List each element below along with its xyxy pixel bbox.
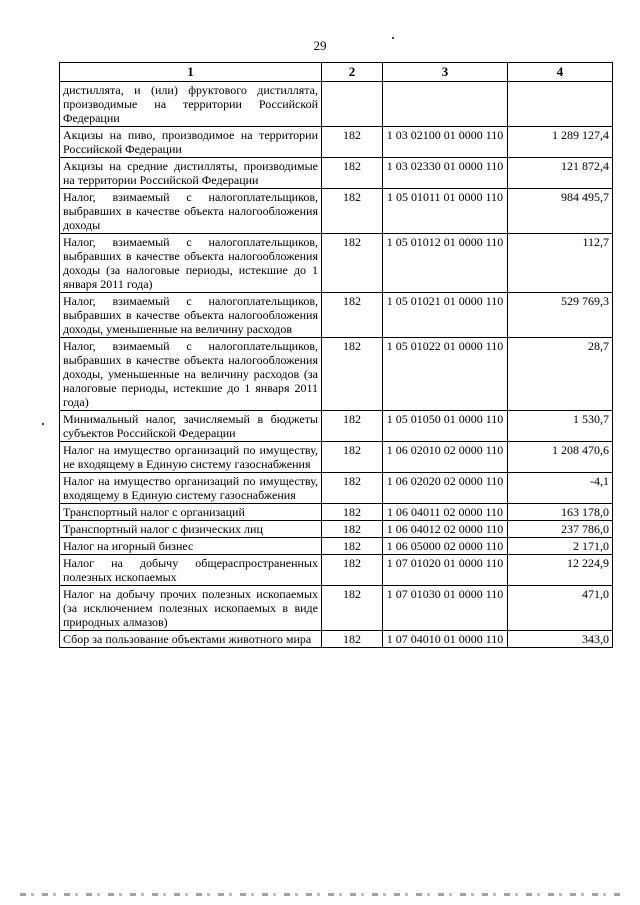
cell-admin: 182 [322, 473, 383, 504]
cell-name: Минимальный налог, зачисляемый в бюджеты субъектов Российской Федерации [60, 411, 322, 442]
cell-admin: 182 [322, 158, 383, 189]
cell-name: Налог, взимаемый с налогоплательщиков, выбравших в качестве объекта налогообложения доходы (за налоговые периоды, истекшие до 1 января 2011 года) [60, 234, 322, 293]
cell-name: Сбор за пользование объектами животного мира [60, 631, 322, 648]
table-row [60, 442, 613, 473]
cell-admin: 182 [322, 189, 383, 234]
cell-admin: 182 [322, 293, 383, 338]
cell-code: 1 06 05000 02 0000 110 [383, 538, 508, 555]
cell-name: Налог на имущество организаций по имуществу, не входящему в Единую систему газоснабжения [60, 442, 322, 473]
cell-code: 1 07 01030 01 0000 110 [383, 586, 508, 631]
table-row [60, 555, 613, 586]
revenue-table [59, 62, 613, 648]
table-row [60, 82, 613, 127]
cell-code: 1 05 01022 01 0000 110 [383, 338, 508, 411]
cell-amount: 2 171,0 [508, 538, 613, 555]
cell-amount: 121 872,4 [508, 158, 613, 189]
cell-amount: 984 495,7 [508, 189, 613, 234]
table-header-row [60, 63, 613, 82]
cell-admin: 182 [322, 442, 383, 473]
cell-amount: 529 769,3 [508, 293, 613, 338]
cell-admin: 182 [322, 586, 383, 631]
table-row [60, 338, 613, 411]
table-row [60, 538, 613, 555]
scan-dot [42, 423, 44, 425]
table-row [60, 586, 613, 631]
cell-name: Акцизы на средние дистилляты, производимые на территории Российской Федерации [60, 158, 322, 189]
table-row [60, 411, 613, 442]
cell-admin: 182 [322, 555, 383, 586]
table-row [60, 127, 613, 158]
cell-name: Налог на имущество организаций по имуществу, входящему в Единую систему газоснабжения [60, 473, 322, 504]
column-header: 3 [383, 63, 508, 82]
cell-admin: 182 [322, 127, 383, 158]
cell-code: 1 06 02010 02 0000 110 [383, 442, 508, 473]
cell-amount: 163 178,0 [508, 504, 613, 521]
table-row [60, 158, 613, 189]
cell-amount: 28,7 [508, 338, 613, 411]
cell-code: 1 03 02330 01 0000 110 [383, 158, 508, 189]
cell-code: 1 07 01020 01 0000 110 [383, 555, 508, 586]
cell-admin: 182 [322, 504, 383, 521]
table-row [60, 504, 613, 521]
cell-code: 1 07 04010 01 0000 110 [383, 631, 508, 648]
cell-code: 1 05 01012 01 0000 110 [383, 234, 508, 293]
column-header: 2 [322, 63, 383, 82]
page-number: 29 [313, 38, 327, 53]
cell-admin: 182 [322, 521, 383, 538]
column-header: 1 [60, 63, 322, 82]
cell-amount: 1 530,7 [508, 411, 613, 442]
cell-amount: 112,7 [508, 234, 613, 293]
table-row [60, 293, 613, 338]
table-body [60, 82, 613, 648]
cell-name: Налог на игорный бизнес [60, 538, 322, 555]
cell-amount: -4,1 [508, 473, 613, 504]
cell-amount: 12 224,9 [508, 555, 613, 586]
cell-admin: 182 [322, 338, 383, 411]
cell-name: Транспортный налог с физических лиц [60, 521, 322, 538]
cell-name: Налог, взимаемый с налогоплательщиков, выбравших в качестве объекта налогообложения доходы, уменьшенные на величину расходов [60, 293, 322, 338]
cell-amount: 343,0 [508, 631, 613, 648]
cell-name: Налог на добычу прочих полезных ископаемых (за исключением полезных ископаемых в виде природных алмазов) [60, 586, 322, 631]
cell-code: 1 03 02100 01 0000 110 [383, 127, 508, 158]
cell-amount: 1 289 127,4 [508, 127, 613, 158]
scan-artifact [20, 893, 620, 896]
table-row [60, 473, 613, 504]
scan-dot [392, 37, 394, 39]
cell-name: Транспортный налог с организаций [60, 504, 322, 521]
column-header: 4 [508, 63, 613, 82]
cell-amount: 1 208 470,6 [508, 442, 613, 473]
cell-code: 1 06 02020 02 0000 110 [383, 473, 508, 504]
table-row [60, 631, 613, 648]
cell-admin: 182 [322, 631, 383, 648]
cell-code: 1 05 01050 01 0000 110 [383, 411, 508, 442]
cell-name: Налог, взимаемый с налогоплательщиков, выбравших в качестве объекта налогообложения доходы [60, 189, 322, 234]
cell-code: 1 05 01011 01 0000 110 [383, 189, 508, 234]
cell-name: Налог на добычу общераспространенных полезных ископаемых [60, 555, 322, 586]
cell-name: дистиллята, и (или) фруктового дистиллята, производимые на территории Российской Федерации [60, 82, 322, 127]
table-row [60, 234, 613, 293]
cell-code: 1 05 01021 01 0000 110 [383, 293, 508, 338]
cell-amount: 237 786,0 [508, 521, 613, 538]
table-row [60, 189, 613, 234]
cell-admin: 182 [322, 538, 383, 555]
table-row [60, 521, 613, 538]
cell-code [383, 82, 508, 127]
cell-admin: 182 [322, 234, 383, 293]
cell-name: Налог, взимаемый с налогоплательщиков, выбравших в качестве объекта налогообложения доходы, уменьшенные на величину расходов (за налоговые периоды, истекшие до 1 января 2011 года) [60, 338, 322, 411]
cell-admin: 182 [322, 411, 383, 442]
cell-amount: 471,0 [508, 586, 613, 631]
cell-code: 1 06 04011 02 0000 110 [383, 504, 508, 521]
cell-name: Акцизы на пиво, производимое на территории Российской Федерации [60, 127, 322, 158]
cell-code: 1 06 04012 02 0000 110 [383, 521, 508, 538]
cell-admin [322, 82, 383, 127]
cell-amount [508, 82, 613, 127]
